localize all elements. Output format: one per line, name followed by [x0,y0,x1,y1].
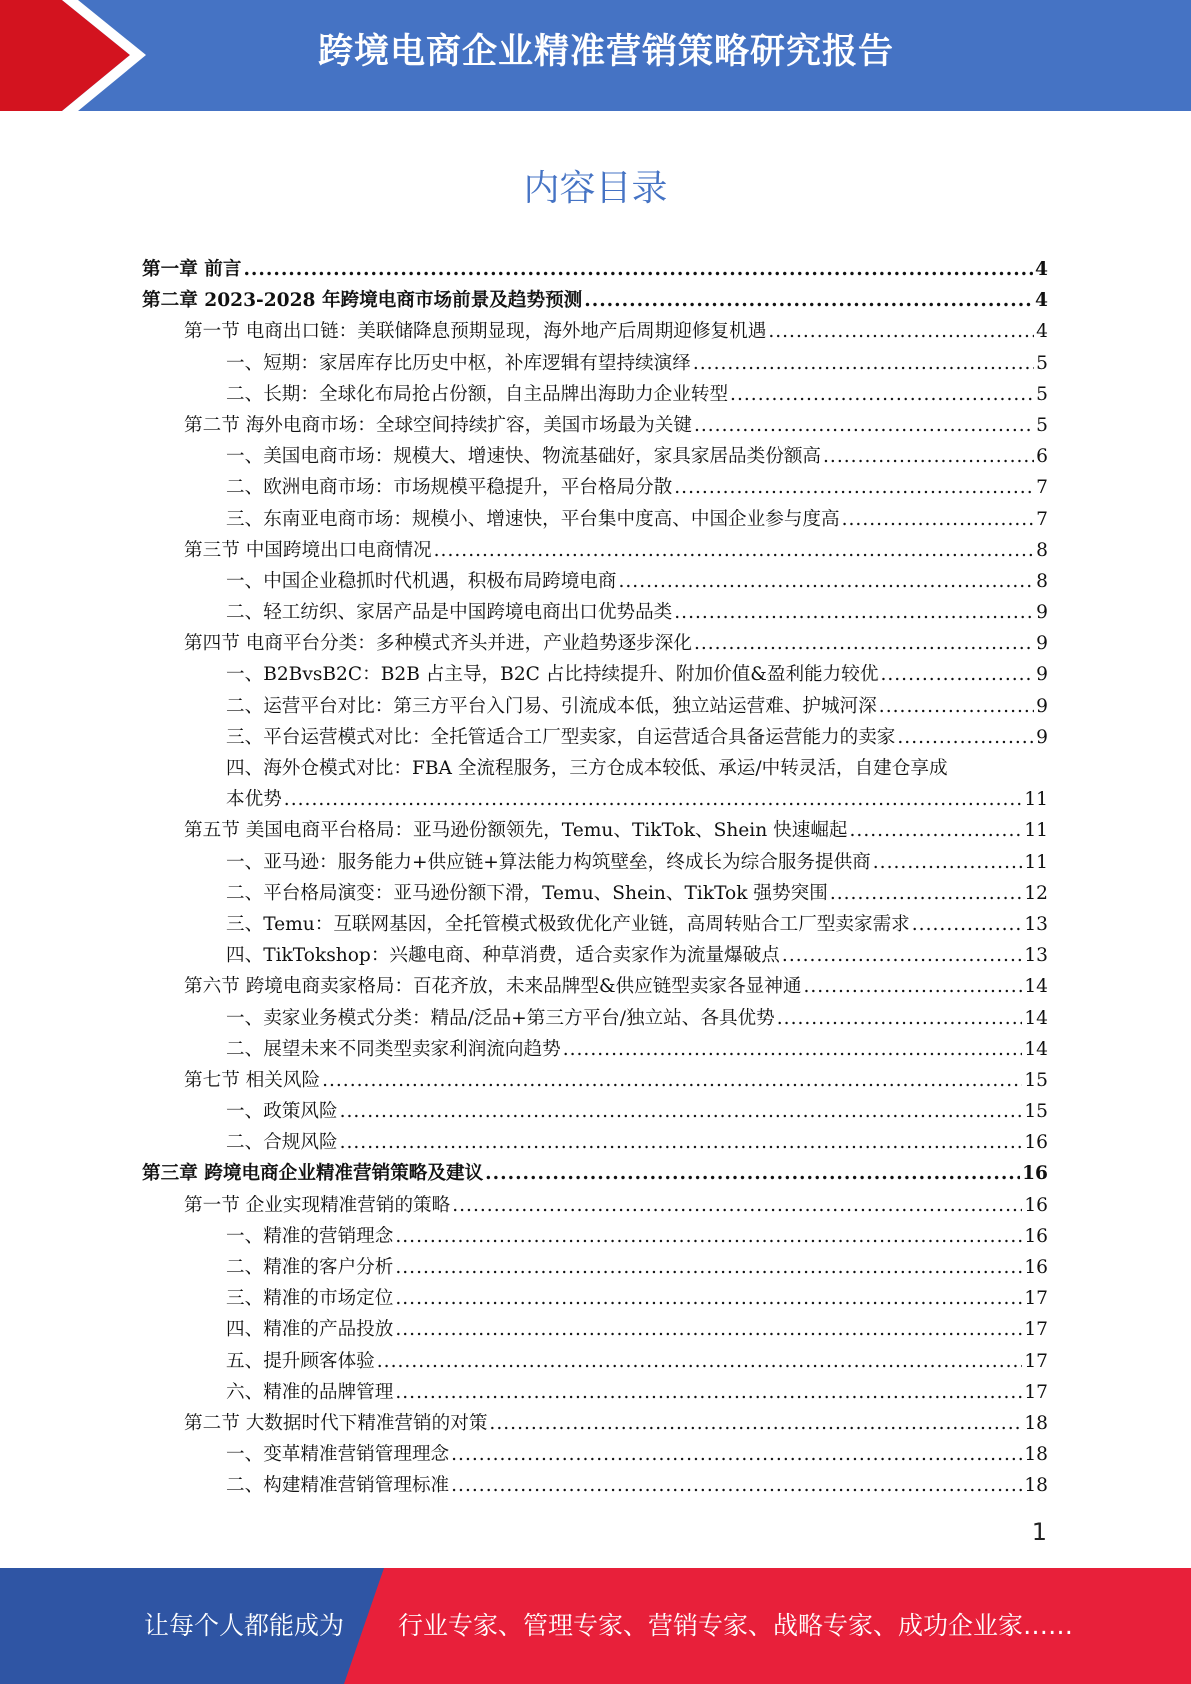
toc-entry-page: 11 [1024,820,1048,842]
toc-entry-title: 第一章 前言 [142,259,242,280]
toc-leader-dots [674,597,1034,628]
toc-entry-page: 17 [1024,1350,1048,1372]
toc-leader-dots [873,847,1023,878]
toc-entry-title: 六、精准的品牌管理 [226,1381,394,1403]
toc-entry-page: 5 [1036,414,1048,436]
toc-section-entry[interactable] [142,316,1048,347]
toc-leader-dots [777,1003,1023,1034]
toc-entry-title: 一、美国电商市场：规模大、增速快、物流基础好，家具家居品类份额高 [226,446,822,468]
toc-leader-dots [782,940,1022,971]
toc-entry-page: 15 [1024,1101,1048,1123]
toc-entry-title: 第五节 美国电商平台格局：亚马逊份额领先，Temu、TikTok、Shein 快速崛起 [184,820,848,842]
toc-entry-page: 16 [1022,1163,1048,1185]
toc-leader-dots [830,878,1023,909]
toc-entry-title: 三、东南亚电商市场：规模小、增速快，平台集中度高、中国企业参与度高 [226,508,840,530]
toc-entry-title: 一、亚马逊：服务能力+供应链+算法能力构筑壁垒，终成长为综合服务提供商 [226,851,871,873]
toc-entry-page: 14 [1024,1007,1048,1029]
toc-leader-dots [693,348,1034,379]
toc-entry-page: 7 [1036,508,1048,530]
toc-entry-page: 4 [1035,259,1048,280]
toc-leader-dots [803,971,1022,1002]
toc-entry-title: 第六节 跨境电商卖家格局：百花齐放，未来品牌型&供应链型卖家各显神通 [184,976,802,998]
toc-leader-dots [340,1096,1023,1127]
toc-subsection-entry[interactable] [142,878,1048,909]
toc-subsection-entry[interactable] [142,1034,1048,1065]
toc-entry-title: 第二节 海外电商市场：全球空间持续扩容，美国市场最为关键 [184,414,692,436]
toc-leader-dots [395,1252,1022,1283]
toc-entry-title: 一、中国企业稳抓时代机遇，积极布局跨境电商 [226,570,617,592]
toc-subsection-entry[interactable] [142,753,1048,784]
toc-leader-dots [823,441,1034,472]
toc-entry-title: 第一节 企业实现精准营销的策略 [184,1194,451,1216]
toc-entry-title: 一、精准的营销理念 [226,1225,394,1247]
toc-subsection-entry[interactable] [142,784,1048,815]
toc-leader-dots [584,285,1033,316]
toc-entry-title: 二、平台格局演变：亚马逊份额下滑，Temu、Shein、TikTok 强势突围 [226,882,828,904]
footer-slogan-left: 让每个人都能成为 [144,1611,345,1640]
toc-entry-page: 9 [1036,695,1048,717]
toc-leader-dots [451,1470,1022,1501]
toc-entry-page: 16 [1024,1132,1048,1154]
toc-subsection-entry[interactable] [142,504,1048,535]
toc-entry-title: 四、海外仓模式对比：FBA 全流程服务，三方仓成本较低、承运/中转灵活，自建仓享成 [226,758,948,779]
table-of-contents [142,254,1048,1502]
toc-entry-page: 5 [1036,383,1048,405]
toc-entry-title: 五、提升顾客体验 [226,1350,375,1372]
toc-section-entry[interactable] [142,815,1048,846]
toc-entry-title: 四、TikTokshop：兴趣电商、种草消费，适合卖家作为流量爆破点 [226,945,780,967]
toc-entry-page: 12 [1024,882,1048,904]
toc-entry-page: 11 [1024,789,1048,811]
toc-leader-dots [485,1158,1020,1189]
footer-banner [0,1568,1191,1684]
toc-leader-dots [377,1346,1023,1377]
toc-entry-title: 第四节 电商平台分类：多种模式齐头并进，产业趋势逐步深化 [184,633,692,655]
toc-subsection-entry[interactable] [142,691,1048,722]
toc-entry-title: 第二节 大数据时代下精准营销的对策 [184,1412,488,1434]
toc-chapter-entry[interactable] [142,254,1048,285]
toc-subsection-entry[interactable] [142,1221,1048,1252]
toc-entry-title: 第一节 电商出口链：美联储降息预期显现，海外地产后周期迎修复机遇 [184,321,767,343]
toc-entry-page: 14 [1024,1038,1048,1060]
toc-leader-dots [434,535,1035,566]
toc-heading: 内容目录 [523,168,668,209]
toc-entry-page: 18 [1024,1475,1048,1497]
toc-entry-page: 9 [1036,633,1048,655]
toc-entry-title: 第七节 相关风险 [184,1069,321,1091]
toc-entry-page: 18 [1024,1444,1048,1466]
toc-entry-page: 16 [1024,1194,1048,1216]
toc-entry-title: 一、卖家业务模式分类：精品/泛品+第三方平台/独立站、各具优势 [226,1007,775,1029]
toc-leader-dots [395,1283,1022,1314]
toc-entry-title: 二、长期：全球化布局抢占份额，自主品牌出海助力企业转型 [226,383,729,405]
toc-subsection-entry[interactable] [142,597,1048,628]
toc-leader-dots [489,1408,1022,1439]
toc-leader-dots [243,254,1033,285]
toc-entry-page: 4 [1036,321,1048,343]
toc-entry-title: 二、欧洲电商市场：市场规模平稳提升，平台格局分散 [226,477,673,499]
toc-entry-page: 17 [1024,1319,1048,1341]
toc-entry-page: 9 [1036,664,1048,686]
toc-leader-dots [694,410,1034,441]
page-number: 1 [1031,1518,1047,1546]
toc-leader-dots [452,1190,1022,1221]
toc-subsection-entry[interactable] [142,1127,1048,1158]
toc-subsection-entry[interactable] [142,1283,1048,1314]
toc-leader-dots [563,1034,1023,1065]
toc-leader-dots [880,659,1034,690]
toc-leader-dots [322,1065,1022,1096]
toc-entry-title: 第二章 2023-2028 年跨境电商市场前景及趋势预测 [142,290,583,312]
toc-entry-page: 13 [1024,913,1048,935]
toc-leader-dots [850,815,1023,846]
toc-subsection-entry[interactable] [142,847,1048,878]
toc-entry-page: 14 [1024,976,1048,998]
toc-subsection-entry[interactable] [142,1314,1048,1345]
toc-chapter-entry[interactable] [142,285,1048,316]
toc-section-entry[interactable] [142,628,1048,659]
toc-subsection-entry[interactable] [142,1252,1048,1283]
toc-leader-dots [395,1221,1022,1252]
toc-entry-page: 9 [1036,602,1048,624]
toc-leader-dots [768,316,1034,347]
toc-leader-dots [694,628,1034,659]
toc-entry-page: 11 [1024,851,1048,873]
toc-entry-page: 4 [1035,290,1048,312]
toc-entry-title: 第三节 中国跨境出口电商情况 [184,539,432,561]
toc-entry-title: 二、运营平台对比：第三方平台入门易、引流成本低，独立站运营难、护城河深 [226,695,877,717]
toc-leader-dots [284,784,1023,815]
toc-entry-title: 二、精准的客户分析 [226,1257,394,1278]
toc-subsection-entry[interactable] [142,722,1048,753]
toc-leader-dots [395,1314,1022,1345]
toc-subsection-entry[interactable] [142,1439,1048,1470]
toc-entry-page: 8 [1036,539,1048,561]
toc-section-entry[interactable] [142,535,1048,566]
toc-subsection-entry[interactable] [142,348,1048,379]
toc-entry-title: 本优势 [226,789,282,811]
toc-entry-title: 二、轻工纺织、家居产品是中国跨境电商出口优势品类 [226,602,673,624]
report-title: 跨境电商企业精准营销策略研究报告 [318,32,895,72]
toc-entry-page: 13 [1024,945,1048,967]
toc-entry-title: 二、合规风险 [226,1132,338,1154]
toc-entry-page: 5 [1036,352,1048,374]
toc-entry-page: 17 [1024,1288,1048,1310]
toc-entry-page: 9 [1036,726,1048,748]
toc-leader-dots [395,1377,1022,1408]
toc-leader-dots [340,1127,1023,1158]
toc-section-entry[interactable] [142,1408,1048,1439]
toc-subsection-entry[interactable] [142,1096,1048,1127]
toc-entry-title: 三、Temu：互联网基因，全托管模式极致优化产业链，高周转贴合工厂型卖家需求 [226,913,910,935]
header-arrow-decoration [0,0,150,111]
toc-entry-title: 一、B2BvsB2C：B2B 占主导，B2C 占比持续提升、附加价值&盈利能力较优 [226,664,879,686]
toc-entry-title: 一、短期：家居库存比历史中枢，补库逻辑有望持续演绎 [226,352,691,374]
toc-leader-dots [842,504,1035,535]
toc-entry-title: 二、构建精准营销管理标准 [226,1475,450,1497]
toc-subsection-entry[interactable] [142,659,1048,690]
toc-subsection-entry[interactable] [142,1377,1048,1408]
toc-subsection-entry[interactable] [142,1003,1048,1034]
toc-entry-page: 17 [1024,1381,1048,1403]
toc-entry-page: 16 [1024,1257,1048,1278]
toc-leader-dots [912,909,1023,940]
toc-section-entry[interactable] [142,1190,1048,1221]
toc-subsection-entry[interactable] [142,1470,1048,1501]
footer-slogan-right: 行业专家、管理专家、营销专家、战略专家、成功企业家…… [398,1611,1074,1640]
toc-leader-dots [897,722,1034,753]
toc-subsection-entry[interactable] [142,566,1048,597]
toc-section-entry[interactable] [142,971,1048,1002]
toc-subsection-entry[interactable] [142,441,1048,472]
toc-chapter-entry[interactable] [142,1158,1048,1189]
toc-subsection-entry[interactable] [142,940,1048,971]
toc-subsection-entry[interactable] [142,379,1048,410]
toc-entry-title: 一、变革精准营销管理理念 [226,1444,450,1466]
toc-entry-title: 一、政策风险 [226,1101,338,1123]
toc-entry-page: 15 [1024,1069,1048,1091]
toc-leader-dots [730,379,1034,410]
toc-entry-page: 18 [1024,1412,1048,1434]
toc-subsection-entry[interactable] [142,1346,1048,1377]
toc-entry-page: 16 [1024,1225,1048,1247]
toc-leader-dots [451,1439,1022,1470]
toc-leader-dots [879,691,1034,722]
header-banner [0,0,1191,111]
toc-entry-page: 8 [1036,570,1048,592]
toc-leader-dots [674,472,1034,503]
toc-entry-title: 三、平台运营模式对比：全托管适合工厂型卖家，自运营适合具备运营能力的卖家 [226,726,896,748]
toc-subsection-entry[interactable] [142,472,1048,503]
toc-entry-title: 三、精准的市场定位 [226,1288,394,1310]
toc-entry-page: 6 [1036,446,1048,468]
toc-subsection-entry[interactable] [142,909,1048,940]
toc-section-entry[interactable] [142,410,1048,441]
toc-leader-dots [618,566,1034,597]
toc-entry-page: 7 [1036,477,1048,499]
toc-section-entry[interactable] [142,1065,1048,1096]
toc-entry-title: 第三章 跨境电商企业精准营销策略及建议 [142,1163,484,1185]
toc-entry-title: 四、精准的产品投放 [226,1319,394,1341]
toc-entry-title: 二、展望未来不同类型卖家利润流向趋势 [226,1038,561,1060]
